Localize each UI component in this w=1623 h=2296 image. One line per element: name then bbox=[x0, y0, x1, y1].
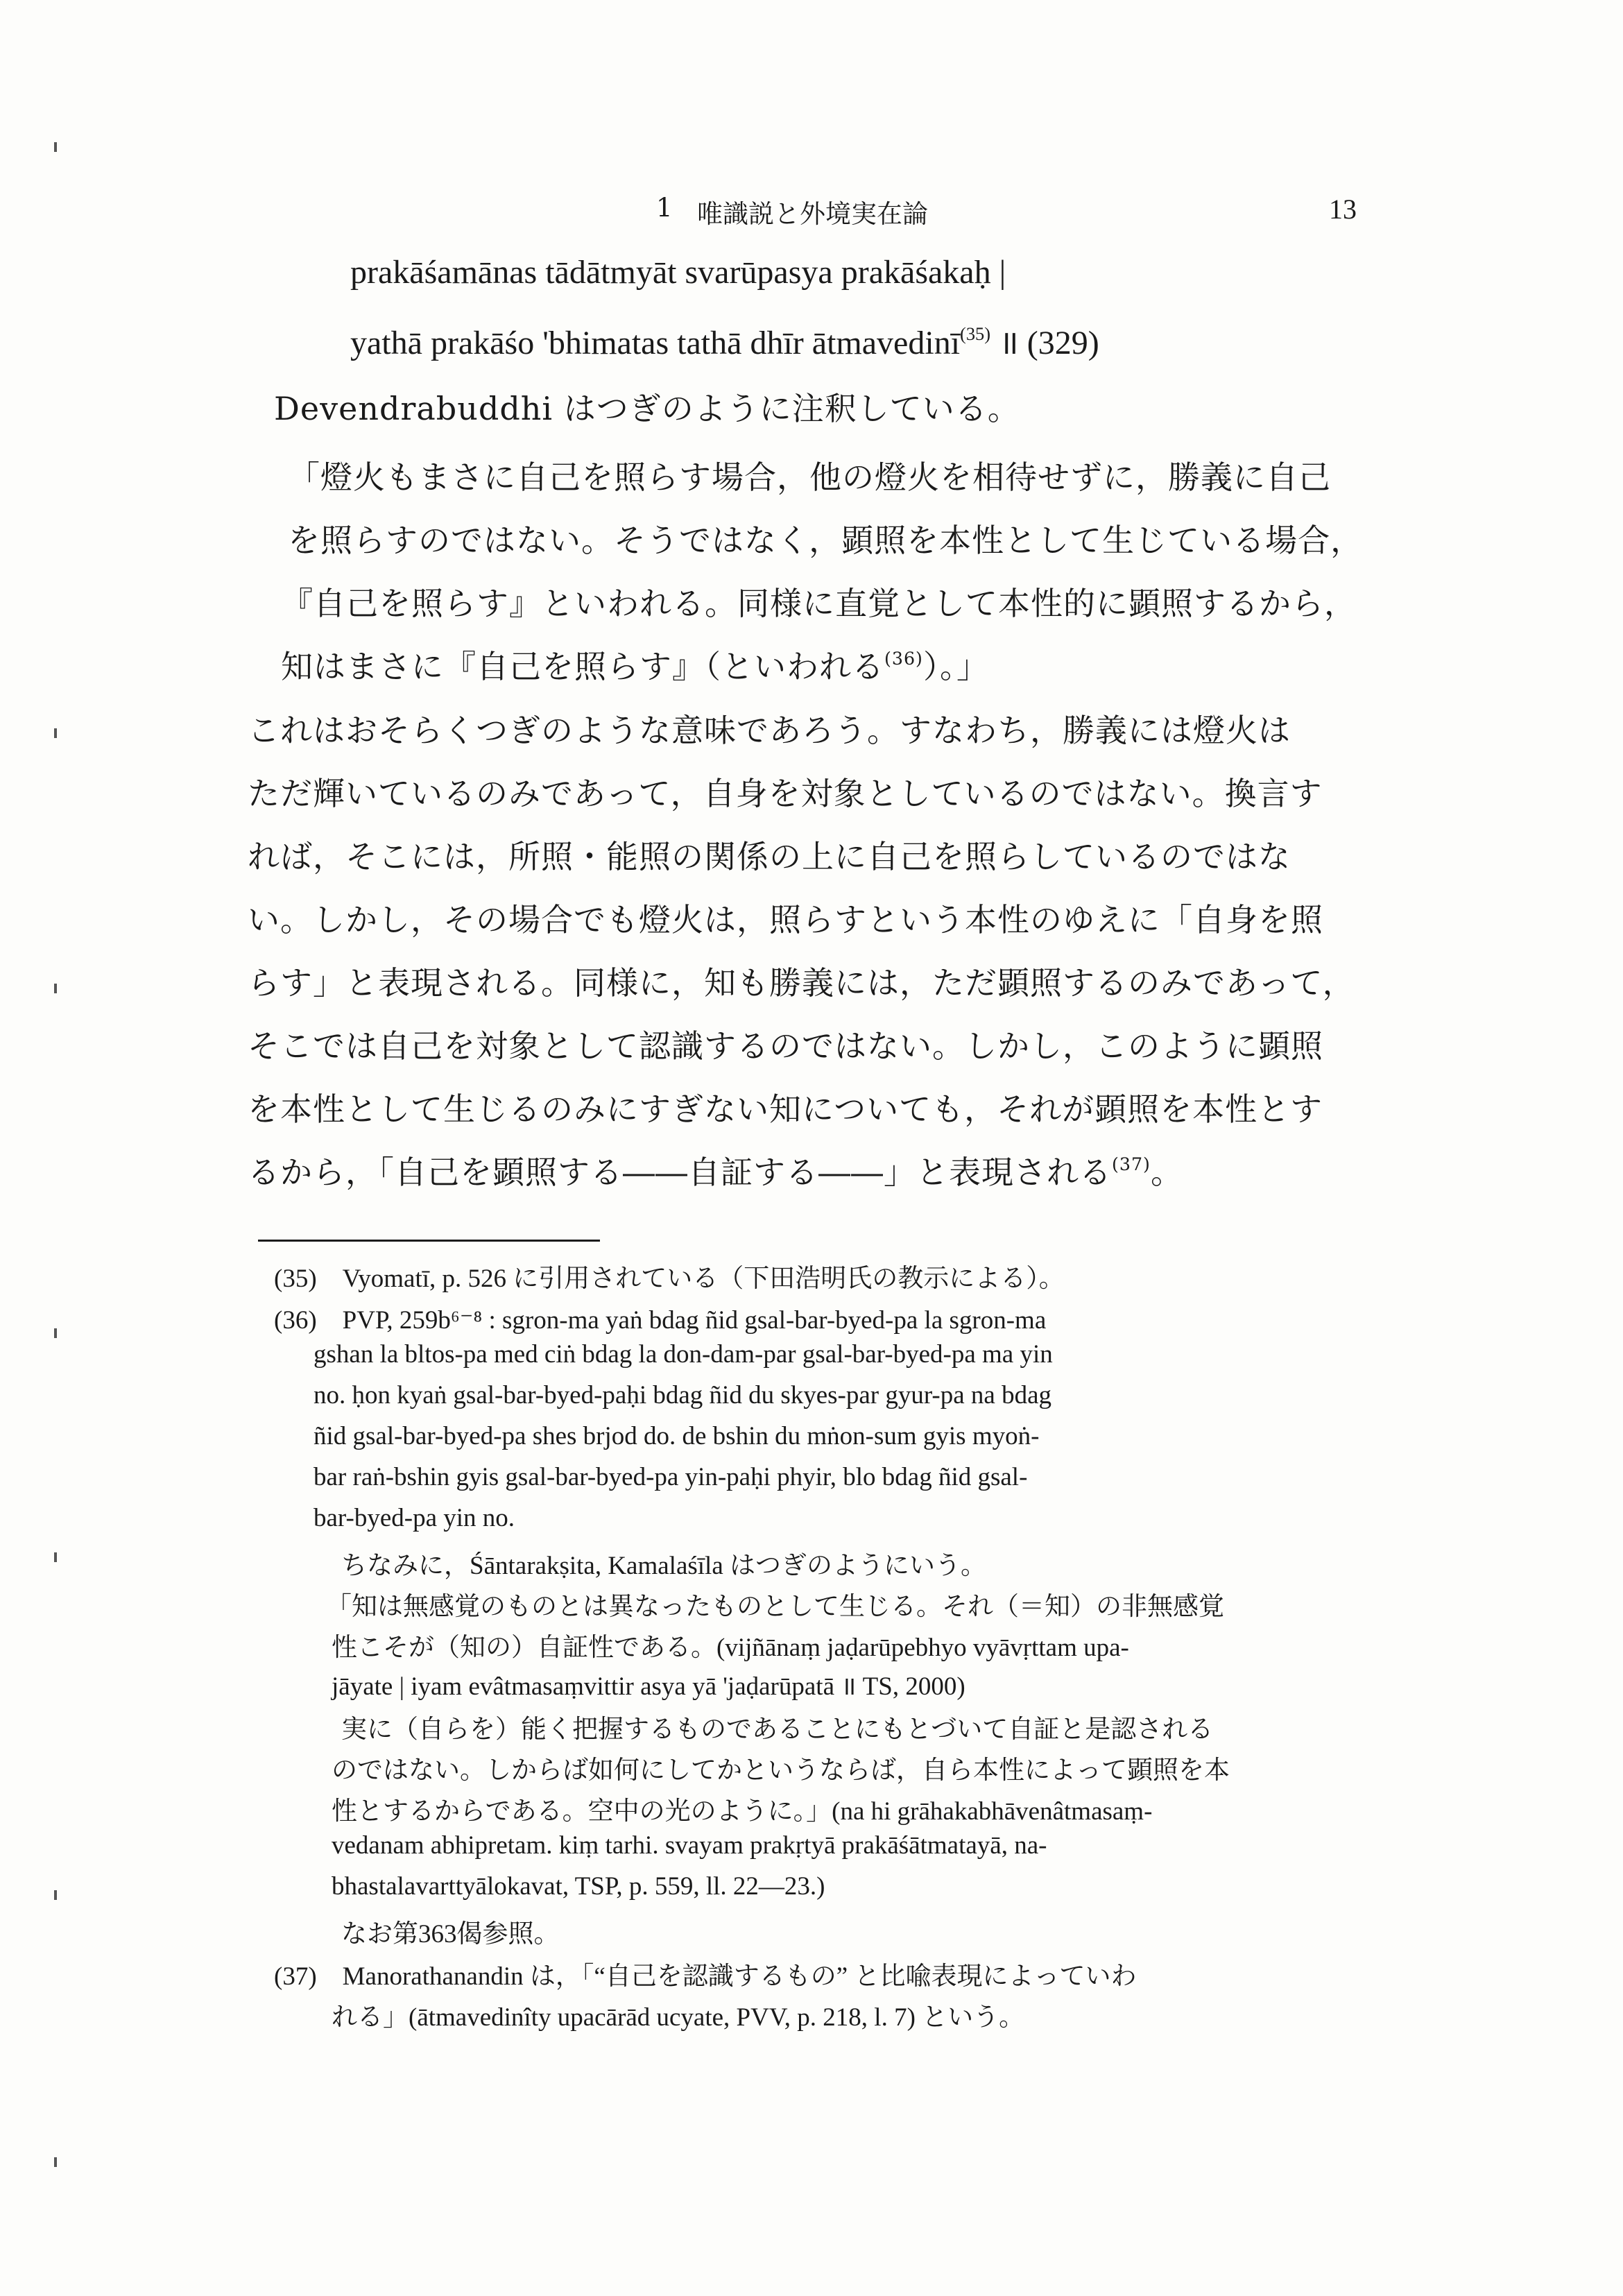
verse-line-1 bbox=[350, 253, 1006, 291]
footnote-36-cont bbox=[314, 1421, 1039, 1451]
footnote-rule bbox=[258, 1240, 600, 1242]
scan-mark bbox=[54, 2157, 57, 2167]
scan-mark bbox=[54, 1552, 57, 1562]
body-text: 「燈火もまさに自己を照らす場合，他の燈火を相待せずに，勝義に自己 bbox=[288, 459, 1331, 496]
footnote-36-cont bbox=[332, 1626, 1129, 1663]
body-text: ただ輝いているのみであって，自身を対象としているのではない。換言す bbox=[248, 775, 1323, 812]
footnote-text: 実に（自らを）能く把握するものであることにもとづいて自証と是認される bbox=[341, 1715, 1214, 1744]
footnote-text: bar-byed-pa yin no. bbox=[314, 1504, 515, 1532]
footnote-36-cont bbox=[332, 1831, 1047, 1860]
footnote-text: れる」(ātmavedinîty upacārād ucyate, PVV, p. 218, l. 7) という。 bbox=[332, 2003, 1025, 2032]
quote-line bbox=[288, 452, 1331, 498]
footnote-text: gshan la bltos-pa med ciṅ bdag la don-dam-par gsal-bar-byed-pa ma yin bbox=[314, 1340, 1053, 1369]
footnote-36-cont bbox=[341, 1912, 560, 1950]
footnote-ref: (35) bbox=[960, 323, 990, 345]
body-text: れば，そこには，所照・能照の関係の上に自己を照らしているのではな bbox=[248, 838, 1291, 875]
scan-mark bbox=[54, 984, 57, 993]
body-text: い。しかし，その場合でも燈火は，照らすという本性のゆえに「自身を照 bbox=[248, 901, 1323, 939]
body-text: これはおそらくつぎのような意味であろう。すなわち，勝義には燈火は bbox=[248, 712, 1291, 749]
footnote-text: vedanam abhipretam. kiṃ tarhi. svayam prakṛtyā prakāśātmatayā, na- bbox=[332, 1831, 1047, 1860]
footnote-36-cont bbox=[314, 1462, 1027, 1492]
body-text: そこでは自己を対象として認識するのではない。しかし，このように顕照 bbox=[248, 1027, 1323, 1065]
footnote-text: no. ḥon kyaṅ gsal-bar-byed-paḥi bdag ñid du skyes-par gyur-pa na bdag bbox=[314, 1381, 1052, 1410]
body-text: らす」と表現される。同様に，知も勝義には，ただ顕照するのみであって， bbox=[248, 964, 1355, 1002]
scan-mark bbox=[54, 1890, 57, 1900]
verse-text: yathā prakāśo 'bhimatas tathā dhīr ātmavedinī bbox=[350, 325, 961, 361]
paragraph-line bbox=[248, 769, 1323, 814]
quote-line bbox=[281, 642, 989, 687]
paragraph-line bbox=[248, 1021, 1323, 1067]
body-text: を本性として生じるのみにすぎない知についても，それが顕照を本性とす bbox=[248, 1090, 1323, 1128]
footnote-text: ちなみに，Śāntarakṣita, Kamalaśīla はつぎのようにいう。 bbox=[341, 1552, 987, 1580]
footnote-37 bbox=[274, 1955, 1136, 1992]
scan-mark bbox=[54, 142, 57, 152]
footnote-text: jāyate | iyam evâtmasaṃvittir asya yā 'jaḍarūpatā ॥ TS, 2000) bbox=[332, 1672, 965, 1701]
paragraph-line bbox=[248, 958, 1355, 1004]
paragraph-line bbox=[248, 1147, 1183, 1193]
footnote-text: bhastalavarttyālokavat, TSP, p. 559, ll. 22—23.) bbox=[332, 1872, 825, 1901]
footnote-36-cont bbox=[314, 1339, 1053, 1369]
chapter-title: 唯識説と外境実在論 bbox=[697, 199, 928, 229]
page-number: 13 bbox=[1329, 194, 1357, 225]
scan-mark bbox=[54, 1328, 57, 1338]
body-text: 『自己を照らす』といわれる。同様に直覚として本性的に顕照するから， bbox=[281, 585, 1357, 622]
footnote-text: (37) Manorathanandin は，「“自己を認識するもの” と比喩表現によっていわ bbox=[274, 1962, 1137, 1991]
quote-line bbox=[281, 579, 1357, 624]
chapter-number: 1 bbox=[656, 193, 673, 223]
body-text: るから，「自己を顕照する――自証する――」と表現される bbox=[248, 1154, 1112, 1191]
footnote-text: なお第363偈参照。 bbox=[341, 1920, 560, 1948]
footnote-36-cont bbox=[332, 1871, 825, 1901]
footnote-text: 性こそが（知の）自証性である。(vijñānaṃ jaḍarūpebhyo vyāvṛttam upa- bbox=[332, 1634, 1129, 1662]
footnote-36-cont bbox=[326, 1585, 1224, 1622]
paragraph-line bbox=[248, 895, 1323, 941]
footnote-text: ñid gsal-bar-byed-pa shes brjod do. de bshin du mṅon-sum gyis myoṅ- bbox=[314, 1422, 1040, 1450]
footnote-text: 「知は無感覚のものとは異なったものとして生じる。それ（＝知）の非無感覚 bbox=[326, 1593, 1224, 1621]
footnote-36-cont bbox=[332, 1667, 965, 1702]
footnote-ref: (36) bbox=[884, 649, 923, 669]
paragraph-line bbox=[248, 1084, 1323, 1130]
body-text: を照らすのではない。そうではなく，顕照を本性として生じている場合， bbox=[288, 522, 1364, 559]
quote-line bbox=[288, 515, 1363, 561]
footnote-36-cont bbox=[341, 1544, 986, 1582]
body-text: 知はまさに『自己を照らす』（といわれる bbox=[281, 648, 884, 685]
paragraph-line bbox=[248, 705, 1291, 751]
footnote-35 bbox=[274, 1257, 1065, 1294]
body-text: Devendrabuddhi はつぎのように注釈している。 bbox=[274, 390, 1020, 427]
footnote-36-cont bbox=[332, 1749, 1230, 1786]
running-header bbox=[0, 193, 1623, 234]
footnote-ref: (37) bbox=[1112, 1154, 1151, 1175]
footnote-37-cont bbox=[332, 1996, 1024, 2033]
footnote-text: bar raṅ-bshin gyis gsal-bar-byed-pa yin-paḥi phyir, blo bdag ñid gsal- bbox=[314, 1463, 1028, 1491]
footnote-36-cont bbox=[332, 1790, 1152, 1827]
verse-line-2 bbox=[350, 319, 1099, 364]
paragraph-line bbox=[248, 832, 1291, 877]
verse-text: prakāśamānas tādātmyāt svarūpasya prakāśakaḥ | bbox=[350, 254, 1006, 291]
footnote-36-cont bbox=[314, 1380, 1051, 1410]
footnote-36-cont bbox=[341, 1708, 1213, 1745]
body-text: ）。」 bbox=[922, 648, 989, 685]
footnote-36-cont bbox=[314, 1503, 515, 1533]
footnote-text: 性とするからである。空中の光のように。」(na hi grāhakabhāvenâtmasaṃ- bbox=[332, 1797, 1153, 1826]
scan-mark bbox=[54, 728, 57, 738]
verse-number: ॥ (329) bbox=[999, 325, 1099, 361]
footnote-text: のではない。しからば如何にしてかというならば，自ら本性によって顕照を本 bbox=[332, 1756, 1230, 1785]
body-text: 。 bbox=[1150, 1154, 1183, 1191]
body-intro-line bbox=[274, 384, 1020, 429]
footnote-text: (36) PVP, 259b⁶⁻⁸ : sgron-ma yaṅ bdag ñid gsal-bar-byed-pa la sgron-ma bbox=[274, 1306, 1047, 1335]
footnote-36 bbox=[274, 1299, 1046, 1336]
footnote-text: (35) Vyomatī, p. 526 に引用されている（下田浩明氏の教示による）。 bbox=[274, 1265, 1065, 1293]
